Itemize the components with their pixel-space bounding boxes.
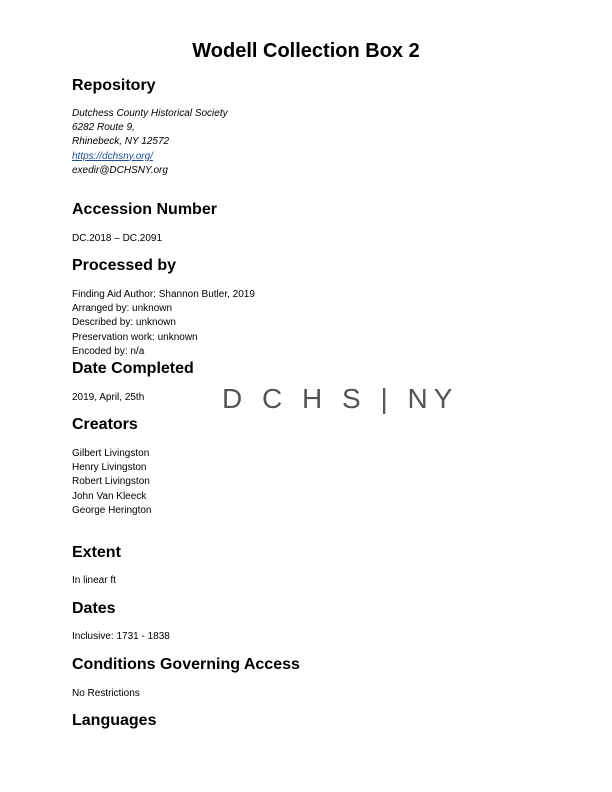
creator-item: Henry Livingston	[72, 462, 147, 474]
languages-heading: Languages	[72, 712, 157, 729]
finding-aid-author: Finding Aid Author: Shannon Butler, 2019	[72, 289, 255, 300]
encoded-by: Encoded by: n/a	[72, 345, 145, 357]
processed-by-heading: Processed by	[72, 257, 177, 274]
creator-item: Gilbert Livingston	[72, 448, 150, 459]
repository-address	[72, 107, 228, 178]
creator-item: George Herington	[72, 504, 152, 516]
described-by: Described by: unknown	[72, 317, 176, 329]
accession-value: DC.2018 – DC.2091	[72, 233, 163, 244]
processed-by-list	[72, 288, 255, 359]
access-value: No Restrictions	[72, 688, 140, 699]
dchs-ny-watermark: D C H S | NY	[222, 383, 459, 414]
arranged-by: Arranged by: unknown	[72, 303, 173, 315]
repository-heading: Repository	[72, 77, 156, 94]
preservation-work: Preservation work: unknown	[72, 331, 198, 343]
creator-item: Robert Livingston	[72, 476, 150, 488]
dates-value: Inclusive: 1731 - 1838	[72, 631, 170, 642]
extent-value: In linear ft	[72, 575, 116, 586]
creator-item: John Van Kleeck	[72, 490, 147, 502]
creators-heading: Creators	[72, 416, 138, 433]
dates-heading: Dates	[72, 600, 116, 617]
repository-name: Dutchess County Historical Society	[72, 108, 228, 119]
creators-list	[72, 447, 152, 518]
repository-city: Rhinebeck, NY 12572	[72, 136, 170, 148]
repository-street: 6282 Route 9,	[72, 122, 135, 134]
extent-heading: Extent	[72, 544, 121, 561]
access-heading: Conditions Governing Access	[72, 656, 300, 673]
date-completed-heading: Date Completed	[72, 360, 194, 377]
repository-website-link[interactable]: https://dchsny.org/	[72, 150, 153, 162]
repository-email: exedir@DCHSNY.org	[72, 164, 168, 176]
document-title: Wodell Collection Box 2	[192, 40, 420, 62]
accession-heading: Accession Number	[72, 201, 217, 218]
date-completed-value: 2019, April, 25th	[72, 392, 145, 403]
